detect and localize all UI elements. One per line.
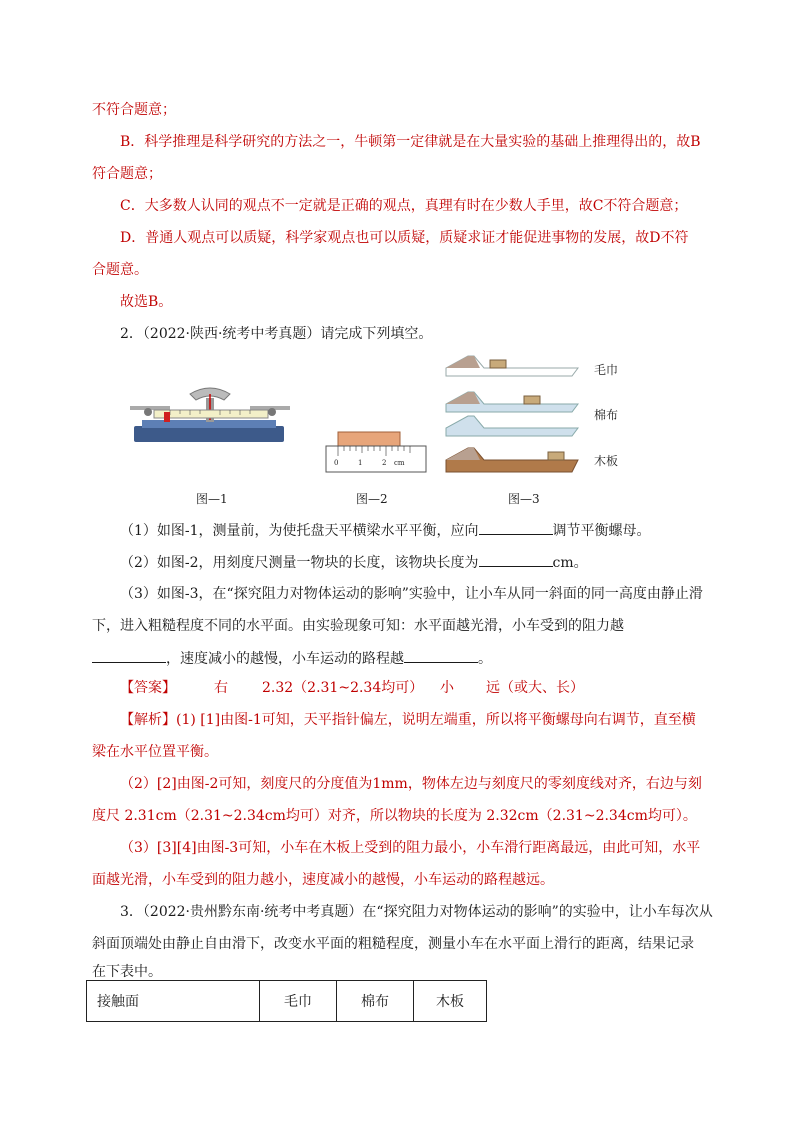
q2-part3-line2: 下，进入粗糙程度不同的水平面。由实验现象可知：水平面越光滑，小车受到的阻力越 [92,618,624,634]
q2-part3-line1: （3）如图-3，在“探究阻力对物体运动的影响”实验中，让小车从同一斜面的同一高度由静止滑 [120,586,703,602]
q2-part1-text-b: 调节平衡螺母。 [552,523,651,539]
prev-option-b-line2: 符合题意； [92,166,162,182]
q2-analysis-text-1a: (1) [1]由图-1可知，天平指针偏左，说明左端重，所以将平衡螺母向右调节，直至横 [176,712,696,728]
q2-answer-2: 2.32（2.31~2.34均可） [262,680,424,696]
q2-part2-text-a: （2）如图-2，用刻度尺测量一物块的长度，该物块长度为 [120,555,479,571]
prev-option-d-line2: 合题意。 [92,262,148,278]
q2-part1 [120,520,651,541]
q3-result-table [86,980,487,1022]
prev-option-b-line1: B．科学推理是科学研究的方法之一，牛顿第一定律就是在大量实验的基础上推理得出的，故B [120,134,701,150]
surface-figure [444,350,584,474]
q3-line3: 在下表中。 [92,964,162,980]
q3-line2: 斜面顶端处由静止自由滑下，改变水平面的粗糙程度，测量小车在水平面上滑行的距离，结果记录 [92,936,694,952]
q2-part2-text-b: cm。 [552,555,588,571]
q2-analysis-line3: （2）[2]由图-2可知，刻度尺的分度值为1mm，物体左边与刻度尺的零刻度线对齐，右边与刻 [120,776,702,792]
q2-answer-4: 远（或大、长） [486,680,584,696]
figure-1-caption: 图—1 [196,492,228,506]
figure-2-caption: 图—2 [356,492,388,506]
q2-analysis-line4: 度尺 2.31cm（2.31~2.34cm均可）对齐，所以物块的长度为 2.32cm（2.31~2.34cm均可）。 [92,808,697,824]
ruler-tick-1: 1 [358,459,363,467]
q2-part1-blank [479,520,553,535]
q2-title: 2．（2022·陕西·统考中考真题）请完成下列填空。 [120,326,433,342]
prev-line-0: 不符合题意； [92,102,176,118]
q2-part1-text-a: （1）如图-1，测量前，为使托盘天平横梁水平平衡，应向 [120,523,479,539]
table-row [87,981,487,1022]
ruler-tick-0: 0 [334,459,339,467]
q2-analysis-line6: 面越光滑，小车受到的阻力越小，速度减小的越慢，小车运动的路程越远。 [92,872,554,888]
prev-option-d-line1: D．普通人观点可以质疑，科学家观点也可以质疑，质疑求证才能促进事物的发展，故D不符 [120,230,689,246]
q2-answer-3: 小 [440,680,454,696]
ruler-tick-unit: cm [394,459,405,467]
q2-part3-line3 [92,648,492,669]
figure-3-caption: 图—3 [508,492,540,506]
surface-label-cotton: 棉布 [594,408,619,422]
q2-analysis-line2: 梁在水平位置平衡。 [92,744,218,760]
balance-figure [120,384,300,450]
q2-analysis-line1 [120,710,696,730]
q3-line1: 3．（2022·贵州黔东南·统考中考真题）在“探究阻力对物体运动的影响”的实验中，让小车每次从 [120,904,713,920]
table-header-cotton: 棉布 [337,981,414,1022]
q2-part2-blank [479,552,553,567]
table-header-towel: 毛巾 [260,981,337,1022]
table-header-wood: 木板 [414,981,487,1022]
surface-label-wood: 木板 [594,454,619,468]
q2-answer-1: 右 [214,680,228,696]
prev-option-c: C．大多数人认同的观点不一定就是正确的观点，真理有时在少数人手里，故C不符合题意； [120,198,688,214]
q2-part3-text-c: ，速度减小的越慢，小车运动的路程越 [166,651,404,667]
surface-label-towel: 毛巾 [594,363,619,377]
q2-part3-blank1 [92,648,166,663]
q2-part3-text-d: 。 [478,651,492,667]
q2-part3-blank2 [404,648,478,663]
ruler-tick-2: 2 [382,459,387,467]
q2-answer-label: 【答案】 [120,680,176,696]
q2-analysis-label: 【解析】 [120,712,176,728]
q2-part2 [120,552,588,573]
table-header-surface: 接触面 [87,981,260,1022]
q2-analysis-line5: （3）[3][4]由图-3可知，小车在木板上受到的阻力最小，小车滑行距离最远，由此可知，水平 [120,840,701,856]
prev-choice: 故选B。 [120,294,173,310]
ruler-figure [324,430,428,474]
